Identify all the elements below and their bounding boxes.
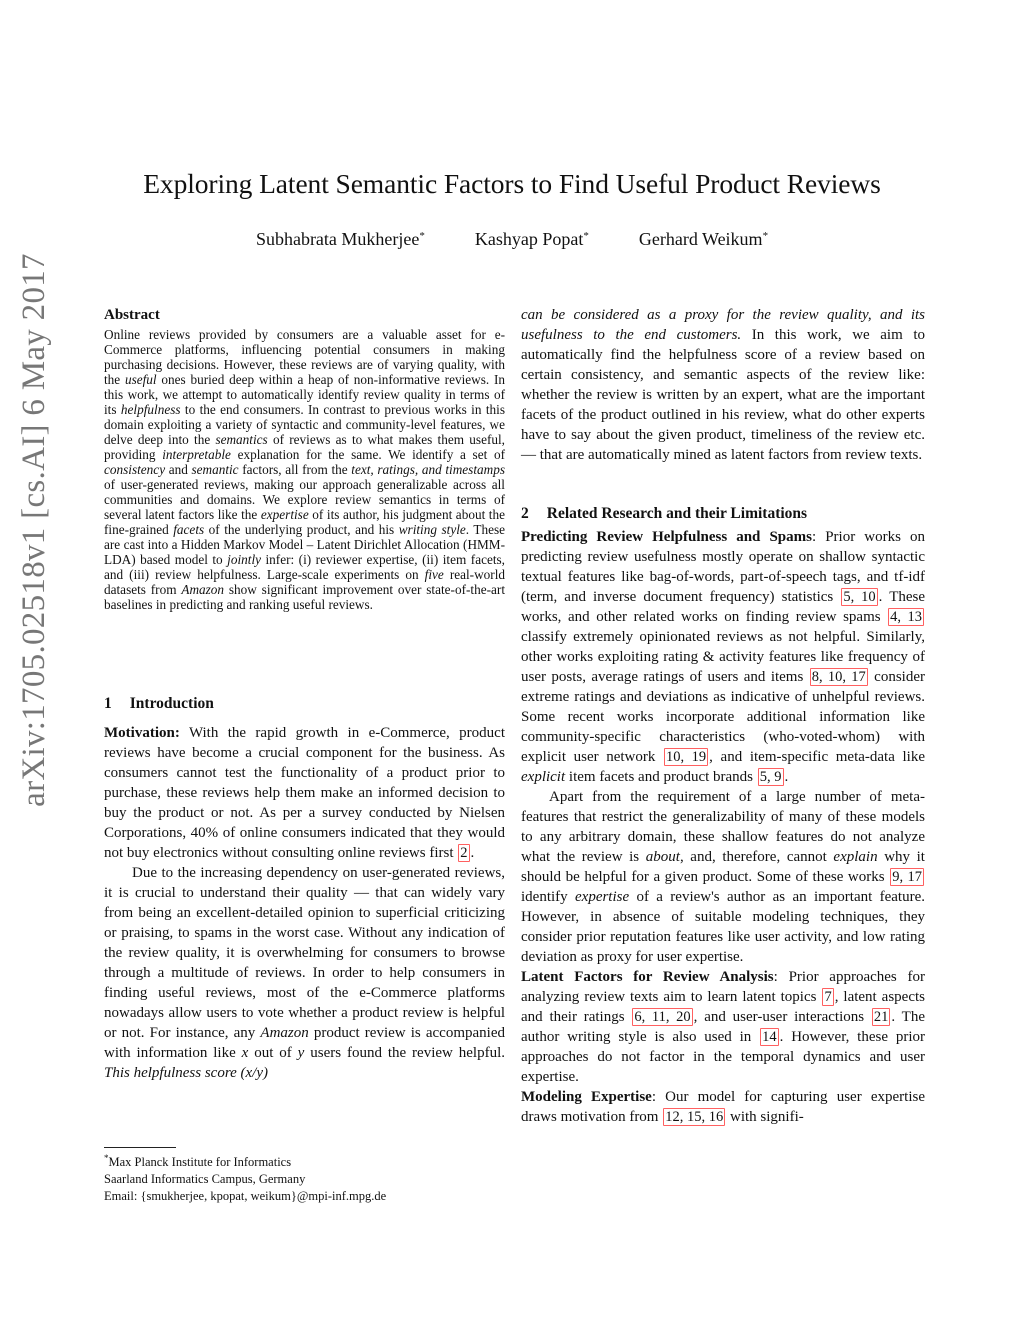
abstract-emph: interpretable	[162, 447, 231, 462]
abstract-text: of user-generated reviews, making our approach generalizable across all communities and domains. We explore review semantics in terms of several latent factors like the	[104, 477, 505, 522]
related-paragraph-1	[521, 527, 925, 787]
emph-text: This helpfulness score (x/y)	[104, 1065, 268, 1081]
paragraph-text: identify	[521, 889, 575, 905]
abstract-text: real-world datasets from	[104, 567, 505, 597]
paragraph-text: , latent aspects and their ratings	[521, 989, 925, 1025]
arxiv-identifier: arXiv:1705.02518v1 [cs.AI] 6 May 2017	[16, 253, 52, 807]
paragraph-text: With the rapid growth in e-Commerce, product reviews have become a crucial component for the business. As consumers cannot test the functionality of a product prior to purchase, these reviews help them make an informed decision to buy the product or not. As per a survey conducted by Nielsen Corporations, 40% of online consumers indicated that they would not buy electronics without consulting online reviews first	[104, 725, 505, 861]
emph-text: can be considered as a proxy for the review quality, and its usefulness to the end customers.	[521, 307, 925, 343]
paragraph-text: with signifi-	[726, 1109, 804, 1125]
section-1-heading	[104, 695, 214, 713]
paragraph-text: out of	[248, 1045, 298, 1061]
paragraph-text: , and, therefore, cannot	[679, 849, 834, 865]
paragraph-text: : Prior approaches for analyzing review texts aim to learn latent topics	[521, 969, 925, 1005]
related-paragraph-4	[521, 1087, 925, 1127]
paragraph-text: .	[784, 769, 789, 785]
abstract-emph: expertise	[260, 507, 309, 522]
abstract-text: infer: (i) reviewer expertise, (ii) item facets, and (iii) review helpfulness. Large-scale experiments on	[104, 552, 505, 582]
abstract-emph: semantics	[215, 432, 268, 447]
paragraph-text: consider extreme ratings and deviations as indicative of unhelpful reviews. Some recent works incorporate additional information like community-specific characteristics (who-voted-whom) with explicit user network	[521, 669, 925, 765]
paragraph-text: Apart from the requirement of a large number of meta-features that restrict the generalizability of many of these models to any arbitrary domain, these shallow features do not analyze what the review is	[521, 789, 925, 865]
abstract-emph: facets	[173, 522, 205, 537]
math-var: y	[297, 1045, 305, 1061]
author-list	[0, 229, 1024, 250]
abstract-text: show significant improvement over state-of-the-art baselines in predicting and ranking useful reviews.	[104, 582, 505, 612]
paragraph-text: classify extremely opinionated reviews as not helpful. Similarly, other works exploiting rating & activity features like frequency of user posts, average ratings of users and items	[521, 629, 925, 685]
intro-paragraph-2	[104, 863, 505, 1083]
related-paragraph-3	[521, 967, 925, 1087]
introduction-body	[104, 723, 505, 1083]
citation-link[interactable]: 2	[460, 845, 468, 861]
paragraph-text: In this work, we aim to automatically find the helpfulness score of a review based on certain consistency, and semantic aspects of the review like: whether the review is written by an expert, what are the important facets of the product outlined in his review, what do other experts have to say about the given product, timeliness of the review etc. — that are automatically mined as latent factors from review texts.	[521, 327, 925, 463]
emph-text: Amazon	[260, 1025, 309, 1041]
citation-link[interactable]: 4, 13	[890, 609, 922, 625]
paragraph-label: Predicting Review Helpfulness and Spams	[521, 529, 812, 545]
abstract-emph: useful	[124, 372, 157, 387]
abstract-emph: Amazon	[181, 582, 225, 597]
paragraph-text: , and item-specific meta-data like	[709, 749, 925, 765]
abstract-text: of reviews as to what makes them useful, providing	[104, 432, 505, 462]
left-column	[104, 305, 506, 1081]
abstract-emph: helpfulness	[120, 402, 181, 417]
author-2	[475, 229, 589, 250]
paragraph-text: . The author writing style is also used in	[521, 1009, 925, 1045]
intro-continuation	[521, 305, 925, 465]
citation-link[interactable]: 9, 17	[892, 869, 923, 885]
math-var: x	[241, 1045, 249, 1061]
related-research-body	[521, 527, 925, 1127]
paragraph-text: . These works, and other related works on finding review spams	[521, 589, 926, 625]
paragraph-text: : Prior works on predicting review usefulness mostly operate on shallow syntactic textual features like bag-of-words, part-of-speech tags, and tf-idf (term, and inverse document frequency) statistics	[521, 529, 925, 605]
abstract-emph: text, ratings, and timestamps	[351, 462, 505, 477]
abstract-emph: jointly	[227, 552, 262, 567]
abstract-text: of its author, his judgment about the fine-grained	[104, 507, 505, 537]
emph-text: explain	[833, 849, 878, 865]
footnote-line-2: Saarland Informatics Campus, Germany	[104, 1172, 306, 1186]
paragraph-label: Modeling Expertise	[521, 1089, 652, 1105]
footnote-email: Email: {smukherjee, kpopat, weikum}@mpi-inf.mpg.de	[104, 1189, 387, 1203]
footnote-rule	[104, 1147, 176, 1148]
citation-link[interactable]: 7	[824, 989, 832, 1005]
emph-text: expertise	[575, 889, 630, 905]
citation-link[interactable]: 8, 10, 17	[811, 669, 866, 685]
motivation-label: Motivation:	[104, 725, 180, 741]
author-mark: *	[583, 230, 589, 242]
author-1	[256, 229, 425, 250]
citation-link[interactable]: 12, 15, 16	[665, 1109, 724, 1125]
abstract-emph: consistency	[104, 462, 166, 477]
footnote-line-1	[104, 1150, 505, 1171]
paper-title: Exploring Latent Semantic Factors to Find Useful Product Reviews	[143, 168, 881, 199]
footnote-text: Max Planck Institute for Informatics	[108, 1155, 292, 1169]
author-mark: *	[762, 230, 769, 242]
author-name: Gerhard Weikum	[638, 229, 763, 249]
paragraph-text: , and user-user interactions	[693, 1009, 871, 1025]
abstract-emph: writing style	[398, 522, 466, 537]
abstract-body	[104, 327, 505, 612]
abstract-text: ones buried deep within a heap of non-informative reviews. In this work, we attempt to automatically identify review quality in terms of its	[104, 372, 505, 417]
paragraph-text: item facets and product brands	[565, 769, 757, 785]
section-number: 1	[104, 695, 112, 712]
citation-link[interactable]: 10, 19	[666, 749, 707, 765]
section-number: 2	[521, 505, 529, 522]
paragraph-text: users found the review helpful.	[304, 1045, 505, 1061]
emph-text: explicit	[521, 769, 566, 785]
citation-link[interactable]: 5, 10	[843, 589, 876, 605]
footnote	[104, 1150, 505, 1205]
citation-link[interactable]: 21	[873, 1009, 889, 1025]
abstract-emph: semantic	[191, 462, 239, 477]
author-3	[639, 229, 768, 250]
section-title: Related Research and their Limitations	[546, 505, 808, 522]
abstract-heading: Abstract	[104, 307, 160, 323]
abstract-text: and	[165, 462, 192, 477]
footnote-mark: *	[104, 1153, 109, 1163]
abstract-text: explanation for the same. We identify a set of	[230, 447, 506, 462]
abstract-text: Online reviews provided by consumers are a valuable asset for e-Commerce platforms, influencing potential consumers in making purchasing decisions. However, these reviews are of varying quality, with the	[104, 327, 505, 387]
author-mark: *	[419, 230, 425, 242]
abstract-text: . These are cast into a Hidden Markov Model – Latent Dirichlet Allocation (HMM-LDA) based model to	[104, 522, 505, 567]
paragraph-text: : Our model for capturing user expertise draws motivation from	[521, 1089, 925, 1125]
paragraph-text: why it should be helpful for a given product. Some of these works	[521, 849, 925, 885]
author-name: Subhabrata Mukherjee	[255, 229, 420, 249]
abstract	[104, 305, 505, 612]
paragraph-text: .	[470, 845, 475, 861]
paragraph-label: Latent Factors for Review Analysis	[521, 969, 774, 985]
author-name: Kashyap Popat	[474, 229, 584, 249]
abstract-text: to the end consumers. In contrast to previous works in this domain exploiting a variety of syntactic and community-level features, we delve deep into the	[104, 402, 505, 447]
related-paragraph-2	[521, 787, 925, 967]
paragraph-text: Due to the increasing dependency on user-generated reviews, it is crucial to understand their quality — that can widely vary from being an excellent-detailed opinion to superficial criticizing or praising, to spams in the worst case. Without any indication of the review quality, it is overwhelming for consumers to browse through a multitude of reviews. In order to help consumers in finding useful reviews, most of the e-Commerce platforms nowadays allow users to vote whether a product review is helpful or not. For instance, any	[104, 865, 505, 1041]
paragraph-text: . However, these prior approaches do not factor in the temporal dynamics and user expertise.	[521, 1029, 925, 1085]
abstract-emph: five	[424, 567, 444, 582]
abstract-text: factors, all from the	[238, 462, 352, 477]
section-title: Introduction	[129, 695, 214, 712]
citation-link[interactable]: 14	[762, 1029, 777, 1045]
citation-link[interactable]: 6, 11, 20	[634, 1009, 691, 1025]
emph-text: about	[645, 849, 680, 865]
intro-paragraph-1	[104, 723, 505, 863]
paragraph-text: product review is accompanied with information like	[104, 1025, 505, 1061]
citation-link[interactable]: 5, 9	[759, 769, 782, 785]
abstract-text: of the underlying product, and his	[204, 522, 399, 537]
section-2-heading	[521, 505, 807, 523]
paragraph-text: of a review's author as an important feature. However, in absence of suitable modeling techniques, they consider prior reputation features like user activity, and low rating deviation as proxy for user expertise.	[521, 889, 926, 965]
